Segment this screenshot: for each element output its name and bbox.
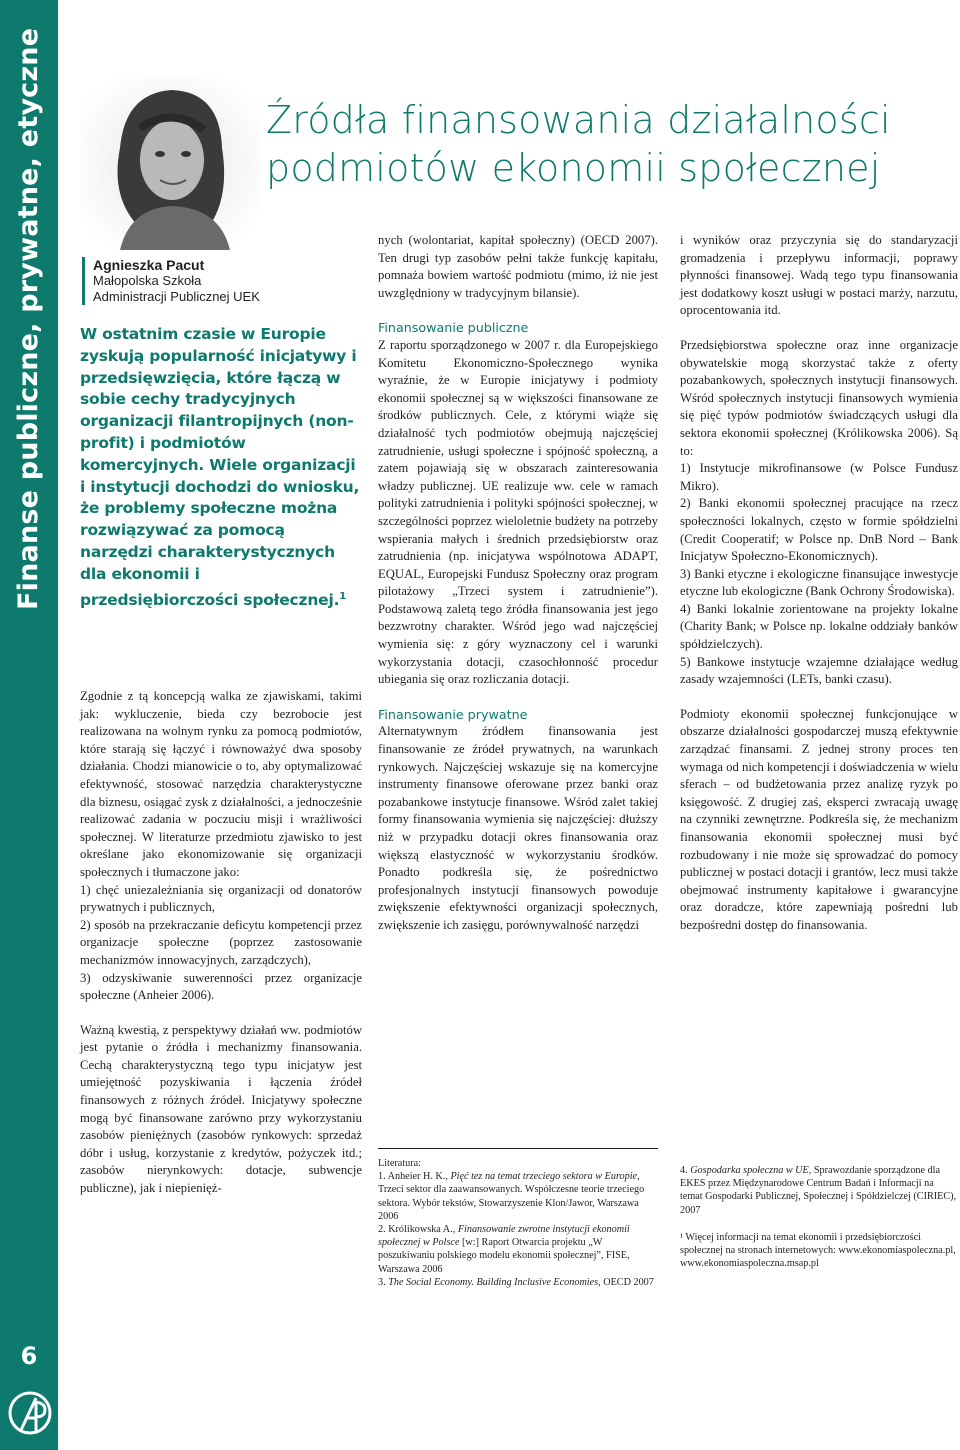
- title-line-1: Źródła finansowania działalności: [266, 98, 891, 142]
- running-head: Finanse publiczne, prywatne, etyczne: [13, 27, 44, 610]
- section-heading-private: Finansowanie prywatne: [378, 706, 528, 722]
- body-paragraph: Alternatywnym źródłem finansowania jest finansowanie ze źródeł prywatnych, na warunkach rynkowych. Najczęściej wskazuje się na komercyjne instrumenty finansowe oferowane przez banki oraz pozabankowe instytucje finansowe. Wśród zalet takiej formy finansowania wymienia się najczęściej: dłuższy niż w przypadku dotacji okres finansowania oraz większą elastyczność w wykorzystaniu środków. Ponadto podkreśla się, że pośrednictwo profesjonalnych instytucji finansowych powoduje zwiększenie efektywności organizacji społecznych, zwiększenie ich zasięgu, porównywalność narzędzi: [378, 724, 658, 932]
- body-paragraph: Zgodnie z tą koncepcją walka ze zjawiskami, takimi jak: wykluczenie, bieda czy bezrobocie jest realizowana na wolnym rynku za pomocą podmiotów, które starają się łączyć i równoważyć dwa sposoby działania. Chodzi mianowicie o to, aby optymalizować efektywność, stosować narzędzia charakterystyczne dla biznesu, osiągać zysk z działalności, a jednocześnie realizować zadania w poczuciu misji i wrażliwości społecznej. W literaturze przedmiotu zjawisko to jest określane jako ekonomizowanie się organizacji społecznych i tłumaczone jako:: [80, 689, 362, 879]
- lead-paragraph: [80, 324, 362, 612]
- lead-text: W ostatnim czasie w Europie zyskują popularność inicjatywy i przedsięwzięcia, które łączą w sobie cechy tradycyjnych organizacji filantropijnych (non-profit) i podmiotów komercyjnych. Wiele organizacji i instytucji dochodzi do wniosku, że problemy społeczne można rozwiązywać za pomocą narzędzi charakterystycznych dla ekonomii i przedsiębiorczości społecznej.: [80, 325, 360, 609]
- list-item: 3) Banki etyczne i ekologiczne finansujące inwestycje etyczne lub ekologiczne (Bank Ochrony Środowiska).: [680, 566, 958, 599]
- column-1: [80, 688, 362, 1198]
- literature-heading: Literatura:: [378, 1158, 421, 1169]
- title-line-2: podmiotów ekonomii społecznej: [266, 146, 881, 190]
- body-paragraph: nych (wolontariat, kapitał społeczny) (OECD 2007). Ten drugi typ zasobów pełni także funkcję kapitału, pomnaża bowiem wartość podmiotu (mimo, iż nie jest uwzględniony w tradycyjnym bilansie).: [378, 233, 658, 300]
- reference-item: 1. Anheier H. K., Pięć tez na temat trzeciego sektora w Europie, Trzeci sektor dla zaawansowanych. Współczesne teorie trzeciego sektora. Wybór tekstów, Stowarzyszenie Klon/Jawor, Warszawa 2006: [378, 1171, 645, 1222]
- literature-list: [378, 1148, 658, 1289]
- author-affiliation-1: Małopolska Szkoła: [93, 273, 202, 288]
- page-number: 6: [20, 1342, 38, 1370]
- reference-item: 4. Gospodarka społeczna w UE, Sprawozdanie sporządzone dla EKES przez Międzynarodowe Centrum Badań i Informacji na temat Gospodarki Publicznej, Społecznej i Spółdzielczej (CIRIEC), 2007: [680, 1165, 957, 1216]
- body-paragraph: Z raportu sporządzonego w 2007 r. dla Europejskiego Komitetu Ekonomiczno-Społecznego wynika wyraźnie, że w Europie inicjatywy i podmioty ekonomii społecznej są w większości finansowane ze środków publicznych. Cele, z którymi wiąże się działalność tych podmiotów obejmują najczęściej zatrudnienie, usługi społeczne i spójność społeczną, a zatem pojawiają się w obszarach zainteresowania władzy publicznej. UE realizuje ww. cele w ramach polityki zatrudnienia i polityki spójności społecznej, w szczególności poprzez wieloletnie budżety na potrzeby wspierania małych i średnich przedsiębiorstw oraz zatrudnienia (np. inicjatywa wspólnotowa ADAPT, EQUAL, Europejski Fundusz Społeczny oraz program pilotażowy „Trzeci system i zatrudnienie”). Podstawową zaletą tego źródła finansowania jest jego bezzwrotny charakter. Wśród jego wad najczęściej wymienia się: z góry wyznaczony cel i warunki wykorzystania dotacji, czasochłonność procedur ubiegania się oraz rozliczania dotacji.: [378, 337, 658, 687]
- column-2: [378, 232, 658, 935]
- gap-logo-icon: [6, 1388, 54, 1438]
- list-item: 1) chęć uniezależniania się organizacji od donatorów prywatnych i publicznych,: [80, 882, 362, 915]
- list-item: 2) Banki ekonomii społecznej pracujące na rzecz społeczności lokalnych, często w formie spółdzielni (Credit Cooperatif; w Polsce np. DnB Nord – Bank Inicjatyw Społeczno-Ekonomicznych).: [680, 496, 958, 564]
- author-name: Agnieszka Pacut: [93, 257, 205, 273]
- reference-item: 3. The Social Economy. Building Inclusive Economies, OECD 2007: [378, 1276, 654, 1288]
- reference-item: 2. Królikowska A., Finansowanie zwrotne instytucji ekonomii społecznej w Polsce [w:] Raport Otwarcia projektu „W poszukiwaniu polskiego modelu ekonomii społecznej”, FISE, Warszawa 2006: [378, 1224, 630, 1275]
- literature-list-continued: [680, 1164, 958, 1270]
- footnote-marker: 1: [339, 590, 347, 602]
- body-paragraph: Podmioty ekonomii społecznej funkcjonujące w obszarze działalności gospodarczej muszą efektywnie zarządzać finansami. Z jednej strony proces ten wymaga od nich kompetencji i doświadczenia w wielu sferach – od budżetowania przez analizę ryzyk po księgowość. Z drugiej zaś, eksperci zwracają uwagę na czynniki zewnętrzne. Podkreśla się, że mechanizm finansowania ekonomii społecznej musi być rozbudowany i nie może się sprowadzać do pomocy publicznej w postaci dotacji i grantów, lecz musi także obejmować instrumenty kapitałowe i gwarancyjne oraz doradcze, które zapewniają pośredni lub bezpośredni dostęp do finansowania.: [680, 706, 958, 932]
- sidebar-band: [0, 0, 58, 1450]
- list-item: 3) odzyskiwanie suwerenności przez organizacje społeczne (Anheier 2006).: [80, 970, 362, 1003]
- author-affiliation-2: Administracji Publicznej UEK: [93, 289, 260, 304]
- list-item: 4) Banki lokalnie zorientowane na projekty lokalne (Charity Bank; w Polsce np. lokalne oddziały banków spółdzielczych).: [680, 601, 958, 652]
- list-item: 1) Instytucje mikrofinansowe (w Polsce Fundusz Mikro).: [680, 461, 958, 493]
- author-block: [82, 257, 260, 305]
- column-3: [680, 232, 958, 935]
- body-paragraph: Przedsiębiorstwa społeczne oraz inne organizacje obywatelskie mogą skorzystać także z oferty pozabankowych, społecznych instytucji finansowych. Wśród społecznych instytucji finansowych wymienia się pięć typów podmiotów świadczących usługi dla sektora ekonomii społecznej (Królikowska 2006). Są to:: [680, 337, 958, 458]
- body-paragraph: Ważną kwestią, z perspektywy działań ww. podmiotów jest pytanie o źródła i mechanizmy finansowania. Cechą charakterystyczną tego typu inicjatyw jest umiejętność pozyskiwania i łączenia źródeł finansowych z różnych źródeł. Inicjatywy społeczne mogą być finansowane zarówno przy wykorzystaniu zasobów pieniężnych (zasobów rynkowych: sprzedaż dóbr i usług, korzystanie z kredytów, pożyczek itd.; zasobów nierynkowych: dotacje, subwencje publiczne), jak i niepienięż-: [80, 1022, 362, 1196]
- list-item: 2) sposób na przekraczanie deficytu kompetencji przez organizacje społeczne (poprzez zastosowanie mechanizmów innowacyjnych, zarządczych),: [80, 917, 362, 967]
- author-portrait: [80, 78, 260, 250]
- footnote: ¹ Więcej informacji na temat ekonomii i przedsiębiorczości społecznej na stronach internetowych: www.ekonomiaspoleczna.pl, www.ekonomiaspoleczna.msap.pl: [680, 1231, 956, 1270]
- body-paragraph: i wyników oraz przyczynia się do standaryzacji gromadzenia i przepływu informacji, poprawy płynności finansowej. Wadą tego typu finansowania jest dodatkowy koszt usługi w postaci marży, narzutu, oprocentowania itd.: [680, 233, 958, 318]
- section-heading-public: Finansowanie publiczne: [378, 320, 529, 336]
- list-item: 5) Bankowe instytucje wzajemne działające według zasady wzajemności (LETs, banki czasu).: [680, 654, 958, 687]
- article-title: [266, 96, 956, 192]
